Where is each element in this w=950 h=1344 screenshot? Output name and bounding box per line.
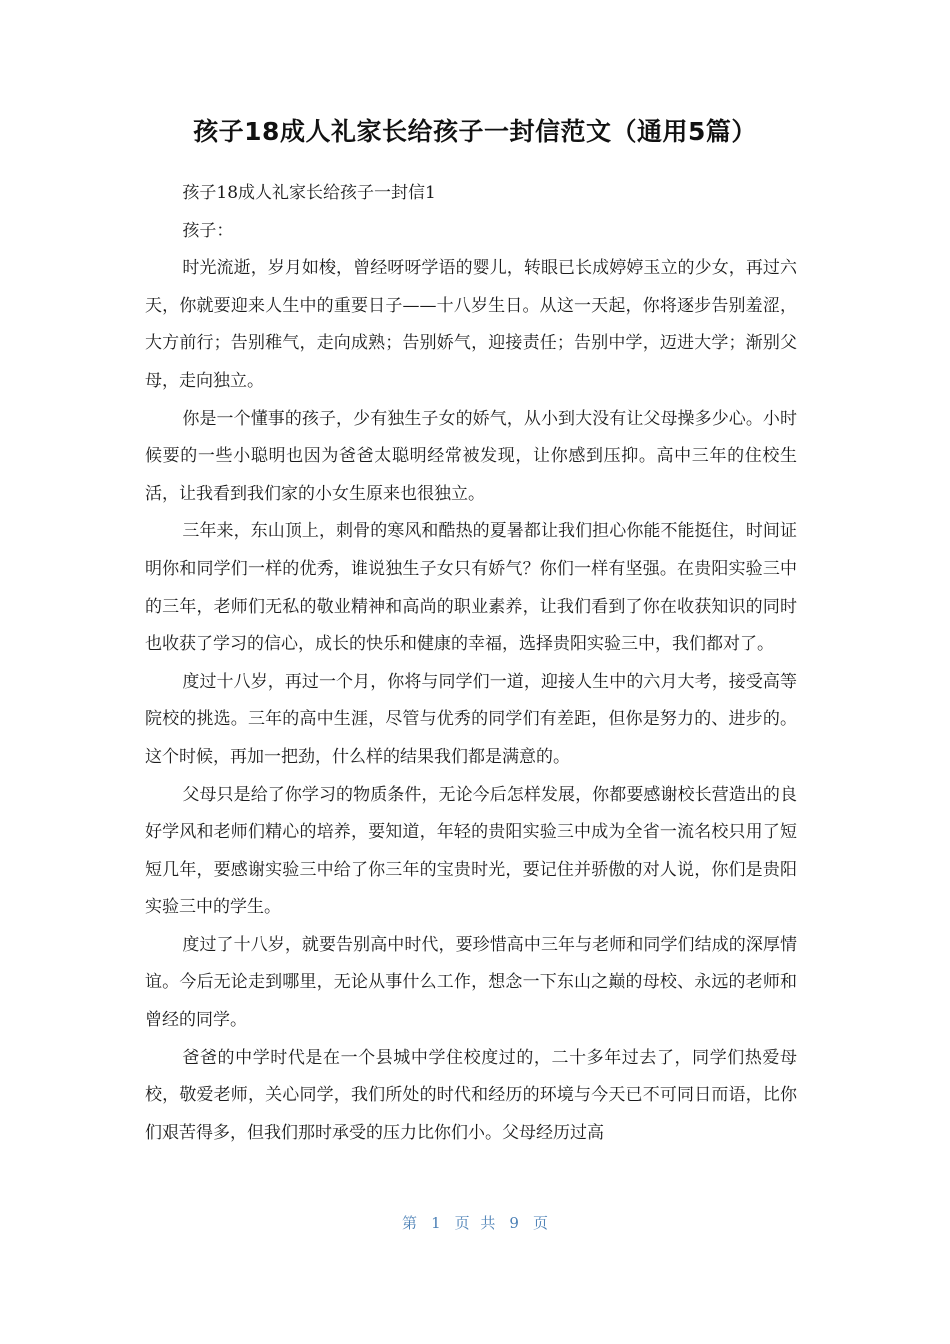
section-heading: 孩子18成人礼家长给孩子一封信1 <box>182 183 436 203</box>
salutation: 孩子： <box>182 220 234 241</box>
paragraph: 爸爸的中学时代是在一个县城中学住校度过的，二十多年过去了，同学们热爱母校，敬爱老师，关心同学，我们所处的时代和经历的环境与今天已不可同日而语，比你们艰苦得多，但我们那时承受的压力比你们小。父母经历过高 <box>145 1047 797 1143</box>
footer-current-page: 1 <box>431 1214 441 1232</box>
paragraph: 度过十八岁，再过一个月，你将与同学们一道，迎接人生中的六月大考，接受高等院校的挑选。三年的高中生涯，尽管与优秀的同学们有差距，但你是努力的、进步的。这个时候，再加一把劲，什么样的结果我们都是满意的。 <box>145 671 797 767</box>
document-title: 孩子18成人礼家长给孩子一封信范文（通用5篇） <box>193 117 757 146</box>
paragraph: 度过了十八岁，就要告别高中时代，要珍惜高中三年与老师和同学们结成的深厚情谊。今后无论走到哪里，无论从事什么工作，想念一下东山之巅的母校、永远的老师和曾经的同学。 <box>145 934 797 1031</box>
paragraph: 父母只是给了你学习的物质条件，无论今后怎样发展，你都要感谢校长营造出的良好学风和老师们精心的培养，要知道，年轻的贵阳实验三中成为全省一流名校只用了短短几年，要感谢实验三中给了你三年的宝贵时光，要记住并骄傲的对人说，你们是贵阳实验三中的学生。 <box>145 784 797 918</box>
page-footer <box>0 1212 950 1233</box>
paragraph: 时光流逝，岁月如梭，曾经呀呀学语的婴儿，转眼已长成婷婷玉立的少女，再过六天，你就要迎来人生中的重要日子——十八岁生日。从这一天起，你将逐步告别羞涩，大方前行；告别稚气，走向成熟；告别娇气，迎接责任；告别中学，迈进大学；渐别父母，走向独立。 <box>145 258 797 391</box>
paragraph: 三年来，东山顶上，刺骨的寒风和酷热的夏暑都让我们担心你能不能挺住，时间证明你和同学们一样的优秀，谁说独生子女只有娇气？你们一样有坚强。在贵阳实验三中的三年，老师们无私的敬业精神和高尚的职业素养，让我们看到了你在收获知识的同时也收获了学习的信心，成长的快乐和健康的幸福，选择贵阳实验三中，我们都对了。 <box>145 521 797 655</box>
footer-label-page: 第 <box>402 1214 418 1232</box>
document-body <box>145 175 797 1152</box>
footer-label-end: 页 <box>532 1214 548 1232</box>
paragraph: 你是一个懂事的孩子，少有独生子女的娇气，从小到大没有让父母操多少心。小时候要的一些小聪明也因为爸爸太聪明经常被发现，让你感到压抑。高中三年的住校生活，让我看到我们家的小女生原来也很独立。 <box>145 408 797 504</box>
footer-label-of: 页 共 <box>454 1214 496 1232</box>
footer-total-pages: 9 <box>509 1214 519 1232</box>
